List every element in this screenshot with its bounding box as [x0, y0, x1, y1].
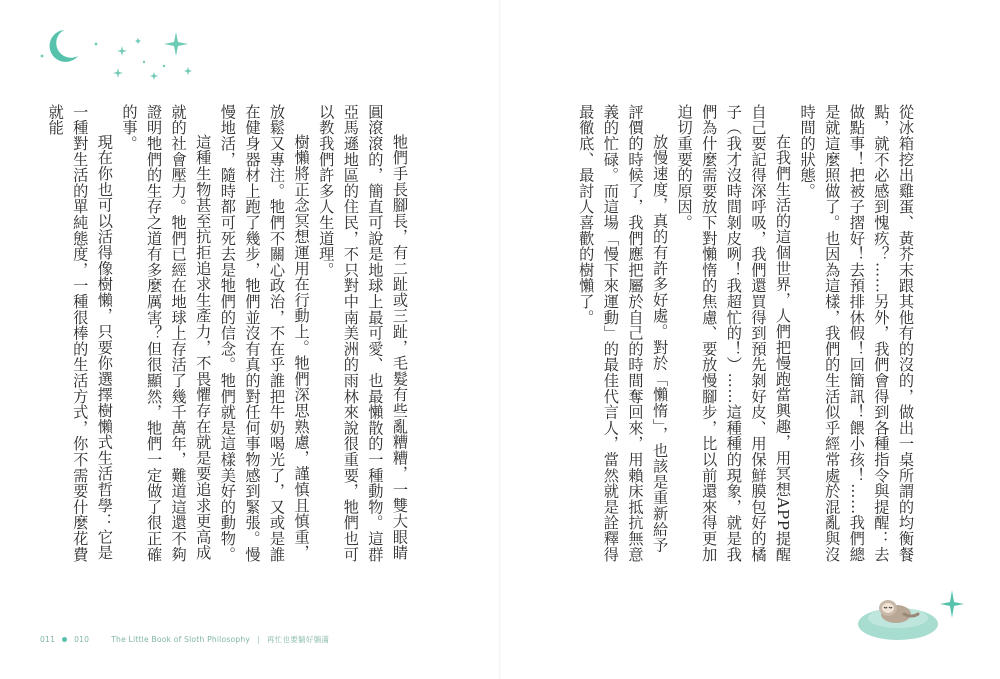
chapter-title: 再忙也要躺好躺滿 [266, 635, 330, 644]
running-footer [40, 634, 329, 645]
paragraph: 在我們生活的這個世界，人們把慢跑當興趣，用冥想APP提醒自己要記得深呼吸，我們還買得到預先剝好皮、用保鮮膜包好的橘子（我才沒時間剝皮咧！我超忙的！）……這種種的現象，就是我們為什麼需要放下對懶惰的焦慮、要放慢腳步，比以前還來得更加迫切重要的原因。 [675, 104, 793, 563]
paragraph: 放慢速度，真的有許多好處。對於「懶惰」，也該是重新給予評價的時候了，我們應把屬於自己的時間奪回來，用賴床抵抗無意義的忙碌。而這場「慢下來運動」的最佳代言人，當然就是詮釋得最徹底、最討人喜歡的樹懶了。 [577, 104, 670, 563]
paragraph: 現在你也可以活得像樹懶，只要你選擇樹懶式生活哲學：它是一種對生活的單純態度，一種很棒的生活方式，你不需要什麼花費就能 [46, 104, 114, 563]
sleeping-sloth-icon [852, 584, 972, 644]
footer-dot-icon [62, 637, 67, 642]
paragraph: 樹懶將正念冥想運用在行動上。牠們深思熟慮，謹慎且慎重，放鬆又專注。牠們不關心政治，不在乎誰把牛奶喝光了，又或是誰在健身器材上跑了幾步，牠們並沒有真的對任何事物感到緊張。慢慢地活，隨時都可死去是牠們的信念。牠們就是這樣美好的動物。 [218, 104, 311, 563]
paragraph: 這種生物甚至抗拒追求生產力，不畏懼存在就是要追求更高成就的社會壓力。牠們已經在地球上存活了幾千萬年，難道這還不夠證明牠們的生存之道有多麼厲害？但很顯然，牠們一定做了很正確的事。 [120, 104, 213, 563]
footer-separator: | [257, 635, 260, 644]
page-number-right: 010 [74, 635, 90, 644]
page-number-left: 011 [40, 635, 56, 644]
book-title: The Little Book of Sloth Philosophy [111, 635, 251, 644]
paragraph: 牠們手長腳長，有二趾或三趾，毛髮有些亂糟糟，一雙大眼睛圓滾滾的，簡直可說是地球上最可愛、也最懶散的一種動物。這群亞馬遜地區的住民，不只對中南美洲的雨林來說很重要，牠們也可以教我們許多人生道理。 [317, 104, 409, 563]
right-page-body [577, 104, 918, 566]
crescent-moon-icon [34, 22, 204, 82]
sparkle-icon [940, 590, 964, 618]
paragraph: 從冰箱挖出雞蛋、黃芥末跟其他有的沒的，做出一桌所謂的均衡餐點，就不必感到愧疚？……另外，我們會得到各種指令與提醒：去做點事！把被子摺好！去預排休假！回簡訊！餵小孩！……我們總是就這麼照做了。也因為這樣，我們的生活似乎經常處於混亂與沒時間的狀態。 [798, 104, 915, 563]
left-page-body [46, 104, 412, 566]
